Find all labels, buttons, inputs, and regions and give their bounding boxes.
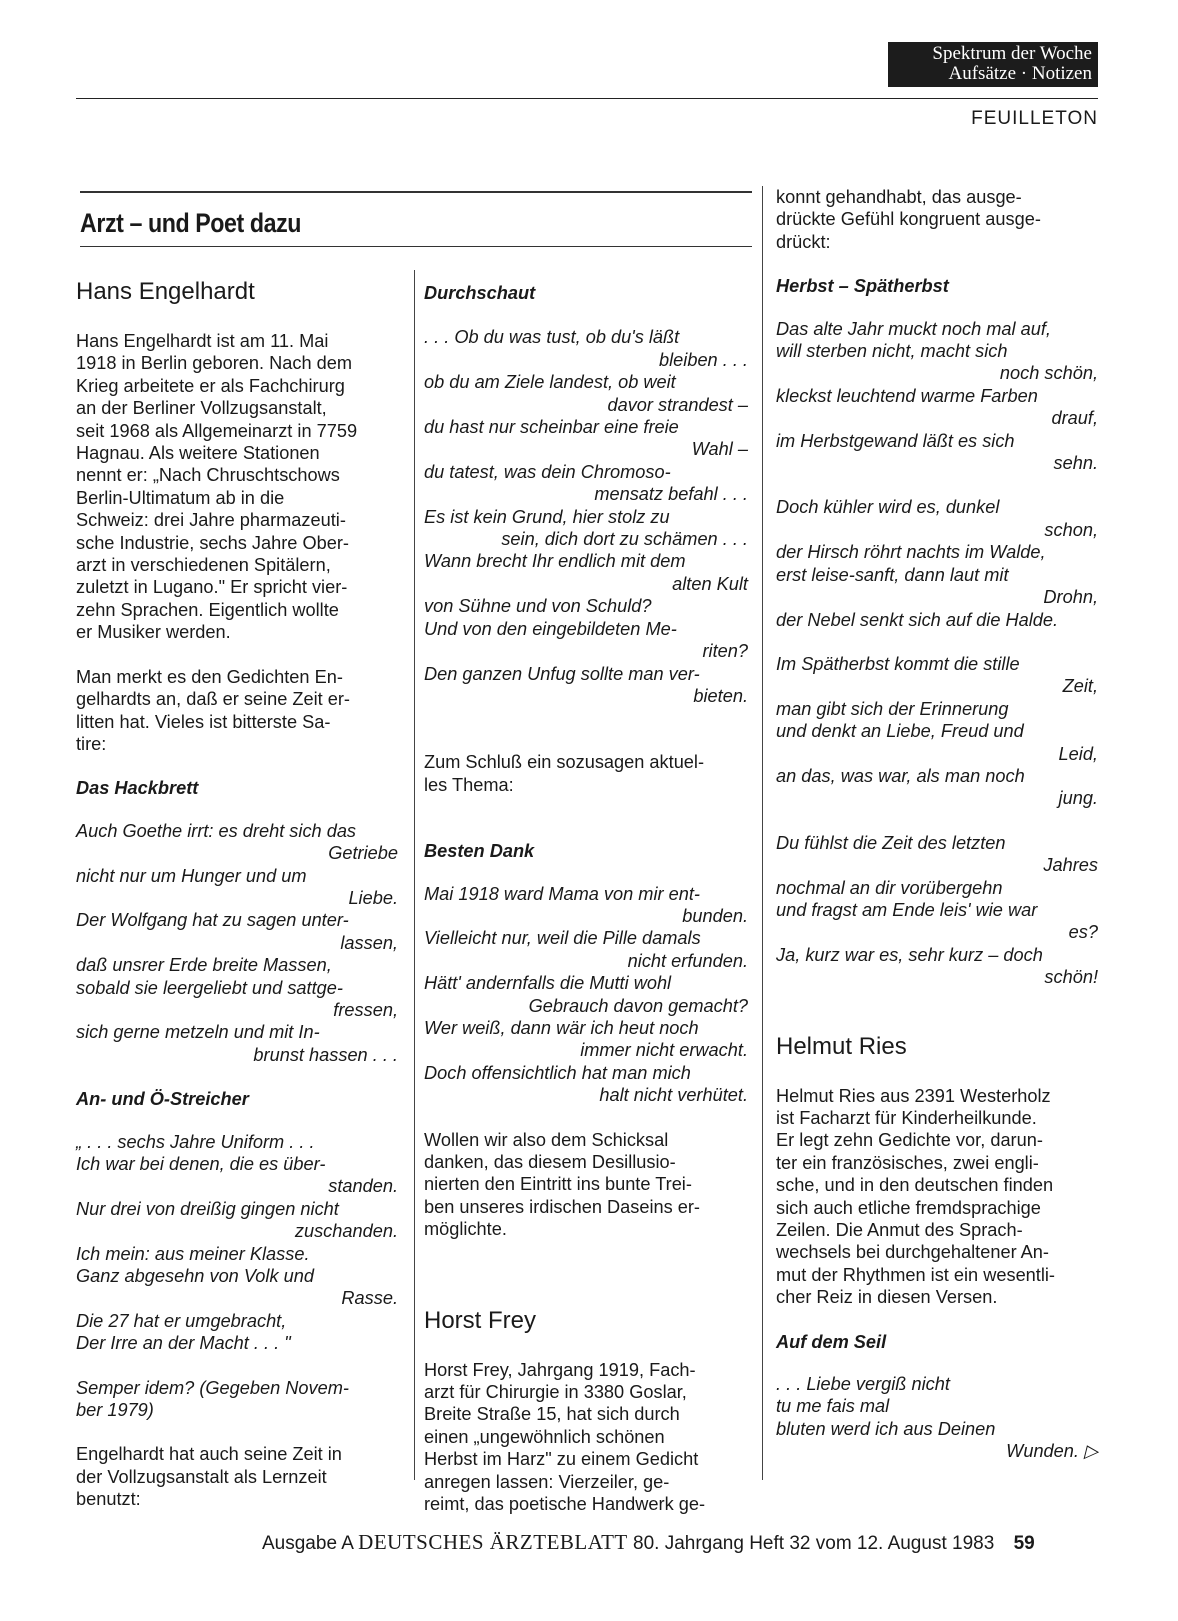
- text-line: lassen,: [340, 932, 398, 953]
- footer-edition: Ausgabe A: [262, 1533, 353, 1554]
- text-line: Er legt zehn Gedichte vor, darun-: [776, 1130, 1043, 1151]
- text-line: von Sühne und von Schuld?: [424, 596, 652, 617]
- text-line: danken, das diesem Desillusio-: [424, 1152, 676, 1172]
- text-line: Liebe.: [348, 887, 398, 908]
- poem-title: Auf dem Seil: [776, 1331, 887, 1352]
- page-footer: [262, 1530, 1035, 1555]
- text-line: Zeilen. Die Anmut des Sprach-: [776, 1220, 1023, 1241]
- outro-paragraph: [76, 1443, 398, 1510]
- text-line: drauf,: [1051, 408, 1098, 429]
- text-line: nennt er: „Nach Chruschtschows: [76, 465, 340, 486]
- text-line: sche Industrie, sechs Jahre Ober-: [76, 532, 349, 553]
- poem-body: [776, 1373, 1098, 1463]
- text-line: arzt für Chirurgie in 3380 Goslar,: [424, 1382, 687, 1403]
- text-line: cher Reiz in diesen Versen.: [776, 1287, 998, 1308]
- intro-paragraph: [424, 751, 748, 796]
- text-line: es?: [1068, 922, 1098, 943]
- text-line: bieten.: [693, 685, 748, 706]
- text-line: ist Facharzt für Kinderheilkunde.: [776, 1108, 1037, 1128]
- text-line: standen.: [328, 1176, 398, 1197]
- text-line: mut der Rhythmen ist ein wesentli-: [776, 1264, 1055, 1285]
- poem-stanza: [776, 318, 1098, 475]
- text-line: riten?: [702, 641, 748, 662]
- author-name: Horst Frey: [424, 1306, 537, 1334]
- text-line: wechsels bei durchgehaltener An-: [776, 1242, 1049, 1263]
- section-label: FEUILLETON: [971, 108, 1098, 129]
- text-line: Wann brecht Ihr endlich mit dem: [424, 551, 686, 572]
- text-line: gelhardts an, daß er seine Zeit er-: [76, 689, 350, 710]
- text-line: arzt in verschiedenen Spitälern,: [76, 555, 331, 576]
- text-line: ber 1979): [76, 1400, 154, 1421]
- text-line: tire:: [76, 733, 107, 754]
- text-line: Nur drei von dreißig gingen nicht: [76, 1198, 339, 1219]
- text-line: drückt:: [776, 231, 831, 252]
- text-line: ben unseres irdischen Daseins er-: [424, 1196, 700, 1217]
- column-1: [76, 278, 398, 1511]
- text-line: nierten den Eintritt ins bunte Trei-: [424, 1174, 692, 1195]
- poem-title: Besten Dank: [424, 841, 535, 862]
- text-line: der Nebel senkt sich auf die Halde.: [776, 609, 1059, 630]
- outro-paragraph: [424, 1129, 748, 1241]
- text-line: Im Spätherbst kommt die stille: [776, 653, 1020, 674]
- text-line: immer nicht erwacht.: [580, 1040, 748, 1061]
- text-line: alten Kult: [672, 573, 748, 594]
- column-3: [776, 186, 1098, 1463]
- text-line: Semper idem? (Gegeben Novem-: [76, 1377, 349, 1398]
- text-line: und denkt an Liebe, Freud und: [776, 721, 1024, 742]
- text-line: an der Berliner Vollzugsanstalt,: [76, 398, 327, 419]
- text-line: Wunden. ▷: [1006, 1441, 1098, 1462]
- text-line: Leid,: [1058, 743, 1098, 764]
- text-line: Das alte Jahr muckt noch mal auf,: [776, 318, 1051, 339]
- text-line: halt nicht verhütet.: [599, 1085, 748, 1106]
- author-name: Helmut Ries: [776, 1032, 907, 1060]
- text-line: der Hirsch röhrt nachts im Walde,: [776, 542, 1046, 563]
- page-number: 59: [1013, 1533, 1035, 1554]
- text-line: Wahl –: [691, 439, 748, 460]
- text-line: Vielleicht nur, weil die Pille damals: [424, 928, 701, 949]
- text-line: Rasse.: [341, 1288, 398, 1309]
- text-line: sehn.: [1053, 453, 1098, 474]
- text-line: ob du am Ziele landest, ob weit: [424, 372, 676, 393]
- text-line: Den ganzen Unfug sollte man ver-: [424, 663, 700, 684]
- text-line: kleckst leuchtend warme Farben: [776, 385, 1038, 406]
- text-line: anregen lassen: Vierzeiler, ge-: [424, 1471, 670, 1492]
- text-line: bunden.: [682, 905, 748, 926]
- text-line: schön!: [1044, 967, 1098, 988]
- text-line: im Herbstgewand läßt es sich: [776, 430, 1015, 451]
- poem-body: [424, 326, 748, 707]
- text-line: daß unsrer Erde breite Massen,: [76, 955, 332, 976]
- column-divider-2: [762, 186, 763, 1480]
- poem-title: Das Hackbrett: [76, 778, 199, 799]
- text-line: er Musiker werden.: [76, 622, 231, 643]
- text-line: Ganz abgesehn von Volk und: [76, 1266, 314, 1287]
- column-2: [424, 282, 748, 1515]
- text-line: Wollen wir also dem Schicksal: [424, 1129, 669, 1150]
- poem-body: [424, 883, 748, 1107]
- text-line: nicht nur um Hunger und um: [76, 865, 307, 886]
- text-line: noch schön,: [999, 363, 1098, 384]
- text-line: du hast nur scheinbar eine freie: [424, 417, 679, 438]
- intro-paragraph: [76, 666, 398, 756]
- poem-body: [76, 1131, 398, 1355]
- text-line: man gibt sich der Erinnerung: [776, 698, 1009, 719]
- text-line: sobald sie leergeliebt und sattge-: [76, 977, 343, 998]
- text-line: Breite Straße 15, hat sich durch: [424, 1404, 680, 1425]
- text-line: jung.: [1058, 788, 1098, 809]
- text-line: les Thema:: [424, 774, 514, 795]
- text-line: konnt gehandhabt, das ausge-: [776, 187, 1022, 207]
- text-line: Man merkt es den Gedichten En-: [76, 666, 343, 687]
- text-line: zuletzt in Lugano." Er spricht vier-: [76, 577, 348, 598]
- text-line: Helmut Ries aus 2391 Westerholz: [776, 1085, 1051, 1106]
- text-line: Hagnau. Als weitere Stationen: [76, 443, 320, 464]
- text-line: Jahres: [1043, 855, 1098, 876]
- poem-title: Durchschaut: [424, 283, 536, 303]
- text-line: 1918 in Berlin geboren. Nach dem: [76, 353, 353, 374]
- poem-body: [76, 820, 398, 1066]
- badge-line-2: Aufsätze · Notizen: [948, 63, 1092, 84]
- text-line: Du fühlst die Zeit des letzten: [776, 832, 1006, 853]
- text-line: sein, dich dort zu schämen . . .: [501, 529, 748, 550]
- text-line: du tatest, was dein Chromoso-: [424, 461, 671, 482]
- badge-line-1: Spektrum der Woche: [932, 43, 1092, 64]
- text-line: drückte Gefühl kongruent ausge-: [776, 209, 1041, 230]
- text-line: Zum Schluß ein sozusagen aktuel-: [424, 752, 705, 773]
- author-bio: [424, 1359, 748, 1516]
- section-badge: [888, 42, 1098, 87]
- text-line: Gebrauch davon gemacht?: [528, 995, 748, 1016]
- text-line: nicht erfunden.: [627, 950, 748, 971]
- text-line: Ich mein: aus meiner Klasse.: [76, 1243, 310, 1264]
- text-line: mensatz befahl . . .: [594, 484, 748, 505]
- text-line: . . . Liebe vergiß nicht: [776, 1374, 950, 1395]
- text-line: zehn Sprachen. Eigentlich wollte: [76, 599, 339, 620]
- text-line: schon,: [1044, 519, 1098, 540]
- text-line: sich gerne metzeln und mit In-: [76, 1022, 320, 1043]
- text-line: . . . Ob du was tust, ob du's läßt: [424, 327, 680, 348]
- text-line: sche, und in den deutschen finden: [776, 1175, 1054, 1196]
- header-rule: [76, 98, 1098, 99]
- text-line: fressen,: [333, 999, 398, 1020]
- text-line: Es ist kein Grund, hier stolz zu: [424, 506, 670, 527]
- text-line: an das, was war, als man noch: [776, 765, 1025, 786]
- text-line: „ . . . sechs Jahre Uniform . . .: [76, 1131, 315, 1152]
- text-line: Berlin-Ultimatum ab in die: [76, 487, 285, 508]
- column-divider-1: [414, 270, 415, 1480]
- text-line: bleiben . . .: [659, 349, 748, 370]
- text-line: nochmal an dir vorübergehn: [776, 877, 1003, 898]
- poem-title: An- und Ö-Streicher: [76, 1089, 249, 1110]
- text-line: Ja, kurz war es, sehr kurz – doch: [776, 944, 1043, 965]
- text-line: bluten werd ich aus Deinen: [776, 1418, 996, 1439]
- text-line: Ich war bei denen, die es über-: [76, 1154, 326, 1174]
- article-title: Arzt – und Poet dazu: [80, 208, 302, 238]
- text-line: will sterben nicht, macht sich: [776, 341, 1008, 362]
- text-line: Drohn,: [1043, 587, 1098, 608]
- text-line: seit 1968 als Allgemeinarzt in 7759: [76, 420, 358, 441]
- text-line: Die 27 hat er umgebracht,: [76, 1310, 287, 1331]
- footer-issue: 80. Jahrgang Heft 32 vom 12. August 1983: [633, 1533, 995, 1554]
- poem-note: [76, 1377, 398, 1422]
- text-line: sich auch etliche fremdsprachige: [776, 1197, 1041, 1218]
- title-rule-top: [80, 191, 752, 193]
- text-line: Doch offensichtlich hat man mich: [424, 1062, 691, 1083]
- text-line: Doch kühler wird es, dunkel: [776, 497, 1000, 518]
- text-line: Der Wolfgang hat zu sagen unter-: [76, 910, 349, 931]
- text-line: Getriebe: [328, 843, 398, 864]
- text-line: und fragst am Ende leis' wie war: [776, 899, 1038, 920]
- text-line: ter ein französisches, zwei engli-: [776, 1152, 1039, 1173]
- text-line: Horst Frey, Jahrgang 1919, Fach-: [424, 1359, 696, 1380]
- author-bio: [776, 1085, 1098, 1309]
- text-line: Zeit,: [1062, 676, 1098, 697]
- poem-stanza: [776, 496, 1098, 630]
- poem-stanza: [776, 832, 1098, 989]
- text-line: reimt, das poetische Handwerk ge-: [424, 1494, 706, 1515]
- footer-journal: DEUTSCHES ÄRZTEBLATT: [358, 1530, 628, 1554]
- poem-stanza: [776, 653, 1098, 810]
- text-line: Krieg arbeitete er als Fachchirurg: [76, 375, 345, 396]
- text-line: Und von den eingebildeten Me-: [424, 618, 677, 639]
- poem-title: Herbst – Spätherbst: [776, 276, 949, 297]
- author-name: Hans Engelhardt: [76, 278, 255, 305]
- text-line: möglichte.: [424, 1219, 507, 1240]
- text-line: erst leise-sanft, dann laut mit: [776, 564, 1009, 585]
- text-line: Schweiz: drei Jahre pharmazeuti-: [76, 510, 346, 531]
- text-line: der Vollzugsanstalt als Lernzeit: [76, 1466, 327, 1487]
- text-line: benutzt:: [76, 1489, 141, 1510]
- text-line: Herbst im Harz" zu einem Gedicht: [424, 1449, 699, 1470]
- text-line: Wer weiß, dann wär ich heut noch: [424, 1017, 699, 1038]
- text-line: Der Irre an der Macht . . . ": [76, 1333, 291, 1354]
- text-line: tu me fais mal: [776, 1396, 890, 1417]
- text-line: einen „ungewöhnlich schönen: [424, 1426, 665, 1447]
- text-line: Engelhardt hat auch seine Zeit in: [76, 1444, 342, 1465]
- text-line: davor strandest –: [607, 394, 748, 415]
- author-bio: [76, 330, 398, 644]
- text-line: Auch Goethe irrt: es dreht sich das: [76, 820, 357, 841]
- text-line: litten hat. Vieles ist bitterste Sa-: [76, 711, 331, 732]
- text-line: Mai 1918 ward Mama von mir ent-: [424, 883, 700, 904]
- text-line: brunst hassen . . .: [253, 1044, 398, 1065]
- text-line: Hätt' andernfalls die Mutti wohl: [424, 973, 672, 994]
- continued-paragraph: [776, 186, 1098, 253]
- title-rule-bottom: [80, 246, 752, 247]
- text-line: Hans Engelhardt ist am 11. Mai: [76, 331, 329, 351]
- text-line: zuschanden.: [294, 1221, 398, 1242]
